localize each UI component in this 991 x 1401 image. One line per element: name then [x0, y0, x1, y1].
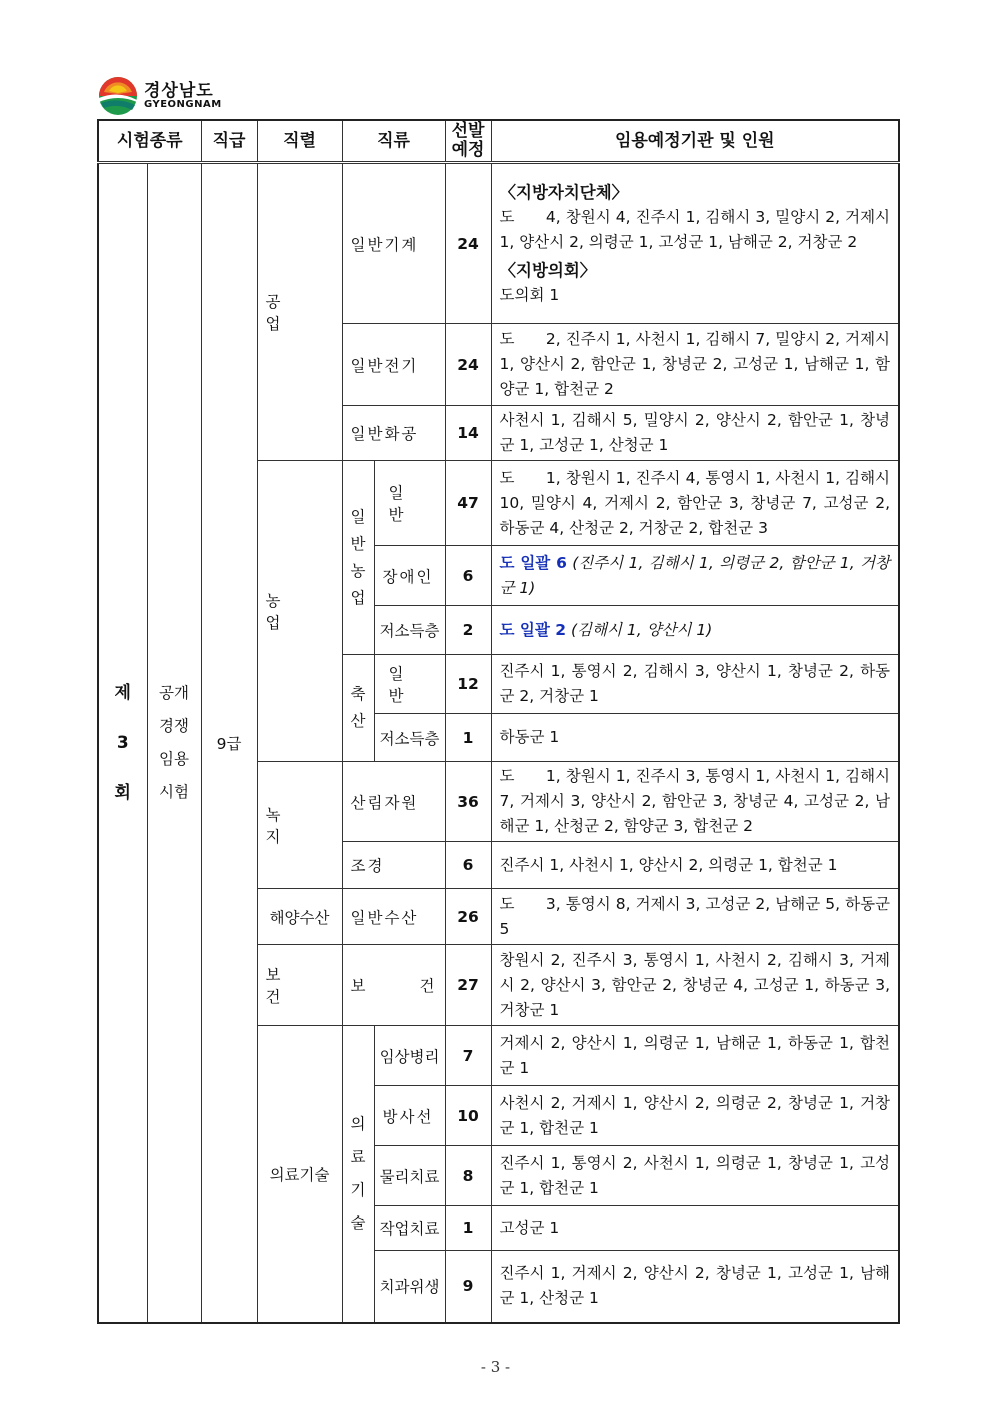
header-grade: 직급 [201, 120, 257, 163]
subgroup-char: 산 [350, 712, 366, 730]
subgroup-general-agri [342, 461, 374, 655]
field-gen-machine: 일반기계 [342, 163, 445, 324]
field-occupational: 작업치료 [374, 1206, 445, 1251]
agencies-health: 창원시 2, 진주시 3, 통영시 1, 사천시 2, 김해시 3, 거제시 2, 양산시 3, 함안군 2, 창녕군 4, 고성군 1, 하동군 3, 거창군 1 [491, 945, 899, 1026]
field-physio: 물리치료 [374, 1146, 445, 1206]
agencies-radiology: 사천시 2, 거제시 1, 양산시 2, 의령군 2, 창녕군 1, 거창군 1, 합천군 1 [491, 1086, 899, 1146]
field-radiology: 방사선 [374, 1086, 445, 1146]
count-dental: 9 [445, 1251, 491, 1323]
count-landscape: 6 [445, 842, 491, 889]
header-series: 직렬 [257, 120, 342, 163]
exam-name-cell [147, 163, 201, 1323]
count-live-general: 12 [445, 655, 491, 714]
field-forest: 산림자원 [342, 762, 445, 842]
series-industry: 공 업 [257, 163, 342, 461]
header-exam-type: 시험종류 [98, 120, 201, 163]
count-occupational: 1 [445, 1206, 491, 1251]
exam-name-char: 시험 [159, 782, 189, 801]
field-gen-electric: 일반전기 [342, 324, 445, 406]
agencies-gen-machine [491, 163, 899, 324]
header-agencies: 임용예정기관 및 인원 [491, 120, 899, 163]
agencies-agri-lowincome [491, 606, 899, 655]
exam-name-char: 경쟁 [159, 716, 189, 735]
series-agriculture: 농 업 [257, 461, 342, 762]
agencies-live-general: 진주시 1, 통영시 2, 김해시 3, 양산시 1, 창녕군 2, 하동군 2, 거창군 1 [491, 655, 899, 714]
agencies-gen-electric: 도 2, 진주시 1, 사천시 1, 김해시 7, 밀양시 2, 거제시 1, 양산시 2, 함안군 1, 창녕군 2, 고성군 1, 남해군 1, 함양군 1, 합천군 2 [491, 324, 899, 406]
count-gen-chem: 14 [445, 406, 491, 461]
agencies-fishery: 도 3, 통영시 8, 거제시 3, 고성군 2, 남해군 5, 하동군 5 [491, 889, 899, 945]
count-radiology: 10 [445, 1086, 491, 1146]
header-row [98, 120, 899, 163]
field-dental: 치과위생 [374, 1251, 445, 1323]
agency-text: 도 4, 창원시 4, 진주시 1, 김해시 3, 밀양시 2, 거제시 1, 양산시 2, 의령군 1, 고성군 1, 남해군 2, 거창군 2 [499, 207, 891, 251]
logo-english-text: GYEONGNAM [144, 99, 222, 110]
series-medtech: 의료기술 [257, 1026, 342, 1323]
field-agri-disabled: 장애인 [374, 546, 445, 606]
gyeongnam-emblem-icon [96, 72, 140, 116]
subgroup-char: 농 [350, 561, 366, 580]
batch-label: 도 일괄 6 [499, 553, 567, 572]
field-fishery: 일반수산 [342, 889, 445, 945]
count-forest: 36 [445, 762, 491, 842]
page-number: - 3 - [480, 1358, 511, 1376]
exam-name-char: 임용 [159, 749, 189, 768]
subgroup-char: 업 [350, 588, 366, 607]
header-planned [445, 120, 491, 163]
subgroup-char: 축 [350, 685, 366, 703]
round-cell [98, 163, 147, 1323]
field-gen-chem: 일반화공 [342, 406, 445, 461]
header-planned-line2: 예정 [451, 140, 485, 160]
agencies-clinical: 거제시 2, 양산시 1, 의령군 1, 남해군 1, 하동군 1, 합천군 1 [491, 1026, 899, 1086]
count-physio: 8 [445, 1146, 491, 1206]
grade-cell: 9급 [201, 163, 257, 1323]
agencies-occupational: 고성군 1 [491, 1206, 899, 1251]
field-clinical: 임상병리 [374, 1026, 445, 1086]
batch-label: 도 일괄 2 [499, 620, 567, 639]
count-fishery: 26 [445, 889, 491, 945]
agencies-dental: 진주시 1, 거제시 2, 양산시 2, 창녕군 1, 고성군 1, 남해군 1, 산청군 1 [491, 1251, 899, 1323]
agencies-agri-disabled [491, 546, 899, 606]
batch-detail: (김해시 1, 양산시 1) [570, 620, 713, 639]
agencies-live-lowincome: 하동군 1 [491, 714, 899, 762]
subgroup-char: 술 [350, 1213, 366, 1232]
recruitment-table [97, 119, 900, 1324]
agencies-physio: 진주시 1, 통영시 2, 사천시 1, 의령군 1, 창녕군 1, 고성군 1, 합천군 1 [491, 1146, 899, 1206]
count-health: 27 [445, 945, 491, 1026]
series-health: 보 건 [257, 945, 342, 1026]
table-row [98, 163, 899, 324]
round-char: 제 [114, 682, 131, 703]
subgroup-char: 의 [350, 1114, 366, 1133]
subgroup-char: 기 [350, 1180, 366, 1199]
count-clinical: 7 [445, 1026, 491, 1086]
field-health: 보 건 [342, 945, 445, 1026]
series-marine: 해양수산 [257, 889, 342, 945]
round-char: 3 [116, 732, 129, 753]
round-char: 회 [114, 782, 131, 803]
header-planned-line1: 선발 [451, 121, 485, 141]
field-landscape: 조경 [342, 842, 445, 889]
exam-name-char: 공개 [159, 683, 189, 702]
field-agri-lowincome: 저소득층 [374, 606, 445, 655]
count-agri-general: 47 [445, 461, 491, 546]
header-field: 직류 [342, 120, 445, 163]
field-live-general: 일 반 [374, 655, 445, 714]
subgroup-char: 반 [350, 534, 366, 553]
agency-heading-local-gov: 〈지방자치단체〉 [499, 182, 629, 202]
agencies-landscape: 진주시 1, 사천시 1, 양산시 2, 의령군 1, 합천군 1 [491, 842, 899, 889]
subgroup-char: 일 [350, 507, 366, 526]
field-live-lowincome: 저소득층 [374, 714, 445, 762]
series-greenery: 녹 지 [257, 762, 342, 889]
logo-korean-text: 경상남도 [144, 81, 214, 101]
count-live-lowincome: 1 [445, 714, 491, 762]
agency-text: 도의회 1 [499, 285, 560, 304]
field-agri-general: 일 반 [374, 461, 445, 546]
agencies-agri-general: 도 1, 창원시 1, 진주시 4, 통영시 1, 사천시 1, 김해시 10, 밀양시 4, 거제시 2, 함안군 3, 창녕군 7, 고성군 2, 하동군 4, 산청군 2, 거창군 2, 합천군 3 [491, 461, 899, 546]
gyeongnam-logo [96, 72, 236, 118]
count-gen-electric: 24 [445, 324, 491, 406]
agencies-forest: 도 1, 창원시 1, 진주시 3, 통영시 1, 사천시 1, 김해시 7, 거제시 3, 양산시 2, 함안군 3, 창녕군 4, 고성군 2, 남해군 1, 산청군 2, 함양군 3, 합천군 2 [491, 762, 899, 842]
subgroup-char: 료 [350, 1147, 366, 1166]
subgroup-livestock [342, 655, 374, 762]
batch-detail: (진주시 1, 김해시 1, 의령군 2, 함안군 1, 거창군 1) [499, 553, 891, 597]
count-agri-disabled: 6 [445, 546, 491, 606]
subgroup-medtech [342, 1026, 374, 1323]
count-agri-lowincome: 2 [445, 606, 491, 655]
agencies-gen-chem: 사천시 1, 김해시 5, 밀양시 2, 양산시 2, 함안군 1, 창녕군 1, 고성군 1, 산청군 1 [491, 406, 899, 461]
count-gen-machine: 24 [445, 163, 491, 324]
agency-heading-council: 〈지방의회〉 [499, 260, 597, 280]
